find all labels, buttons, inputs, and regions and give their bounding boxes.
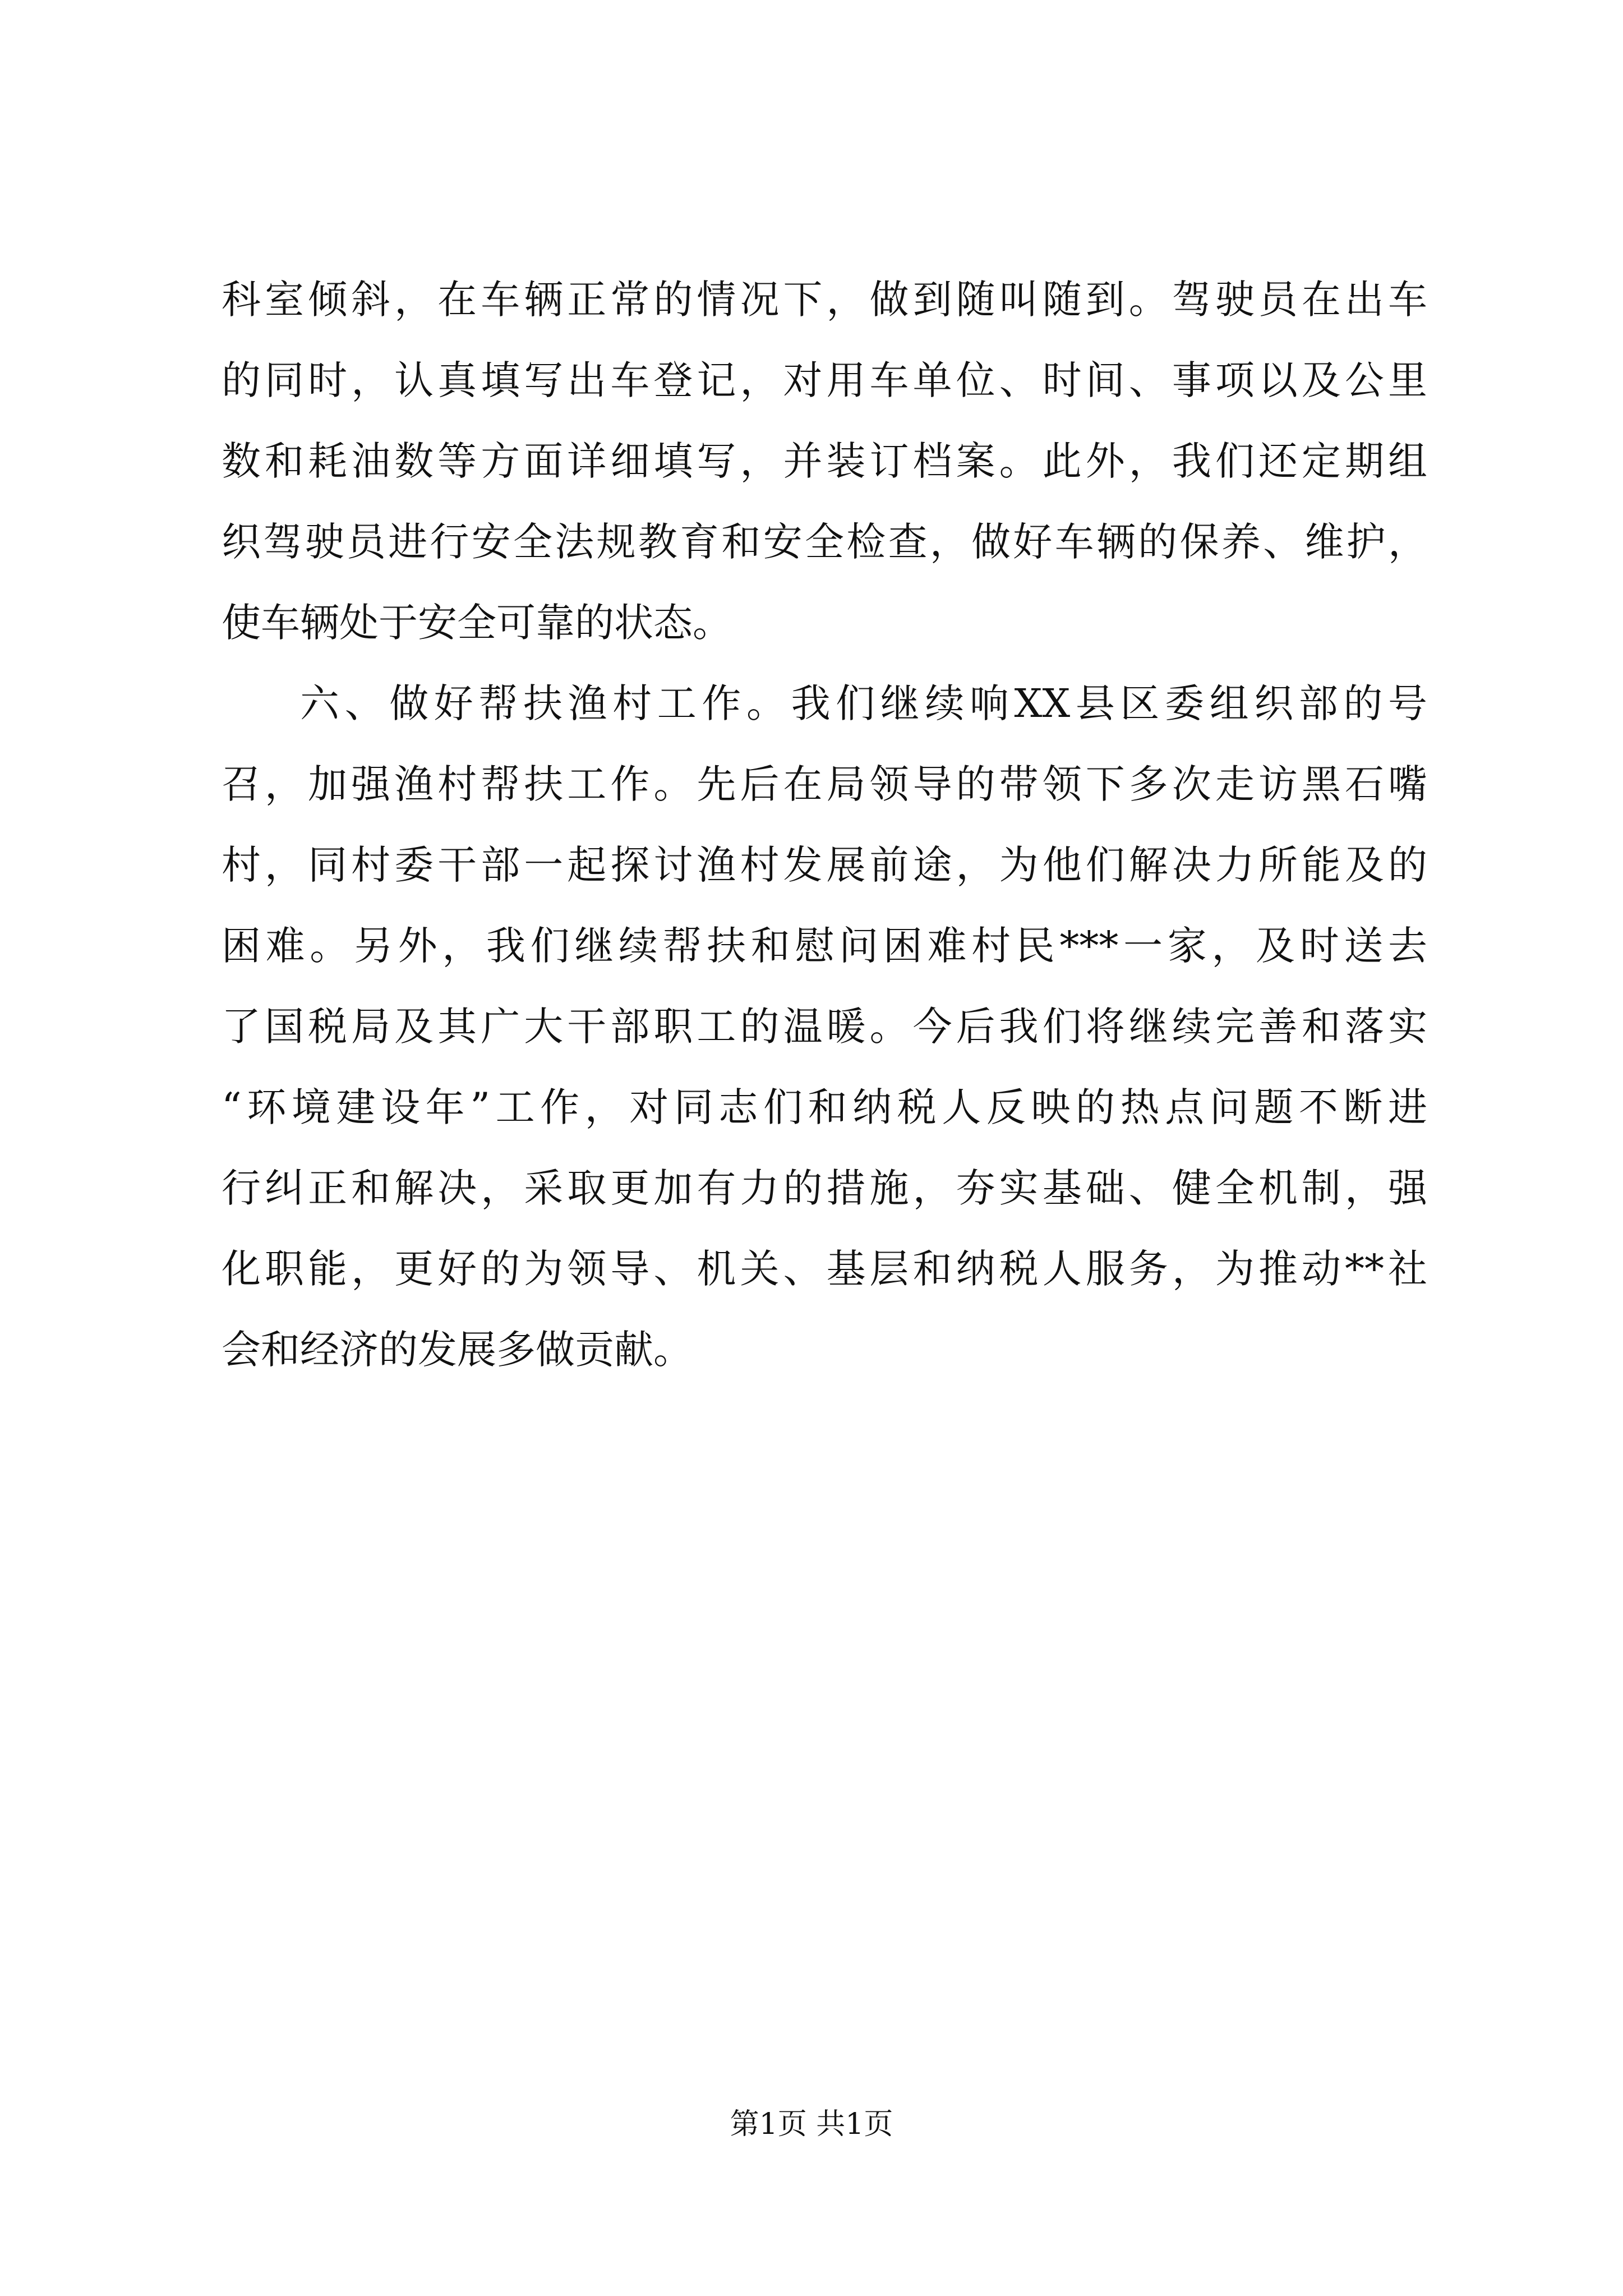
text-line: 化职能，更好的为领导、机关、基层和纳税人服务，为推动**社 [222,1246,1427,1292]
page-footer: 第1页 共1页 [730,2108,893,2141]
paragraph-2 [222,663,1427,1390]
text-line: 织驾驶员进行安全法规教育和安全检查，做好车辆的保养、维护， [222,519,1427,565]
document-body [222,259,1427,1390]
paragraph-1 [222,259,1427,663]
text-line: 的同时，认真填写出车登记，对用车单位、时间、事项以及公里 [222,357,1427,403]
text-line: 召，加强渔村帮扶工作。先后在局领导的带领下多次走访黑石嘴 [222,761,1427,807]
text-line: 科室倾斜，在车辆正常的情况下，做到随叫随到。驾驶员在出车 [222,277,1427,323]
text-line: 会和经济的发展多做贡献。 [222,1327,693,1373]
text-line: “环境建设年”工作，对同志们和纳税人反映的热点问题不断进 [222,1084,1427,1130]
text-line: 村，同村委干部一起探讨渔村发展前途，为他们解决力所能及的 [222,842,1427,888]
text-line: 数和耗油数等方面详细填写，并装订档案。此外，我们还定期组 [222,438,1427,484]
text-line: 六、做好帮扶渔村工作。我们继续响XX县区委组织部的号 [300,680,1427,726]
text-line: 了国税局及其广大干部职工的温暖。今后我们将继续完善和落实 [222,1004,1427,1050]
text-line: 使车辆处于安全可靠的状态。 [222,600,732,646]
text-line: 行纠正和解决，采取更加有力的措施，夯实基础、健全机制，强 [222,1165,1427,1211]
text-line: 困难。另外，我们继续帮扶和慰问困难村民***一家，及时送去 [222,923,1427,969]
